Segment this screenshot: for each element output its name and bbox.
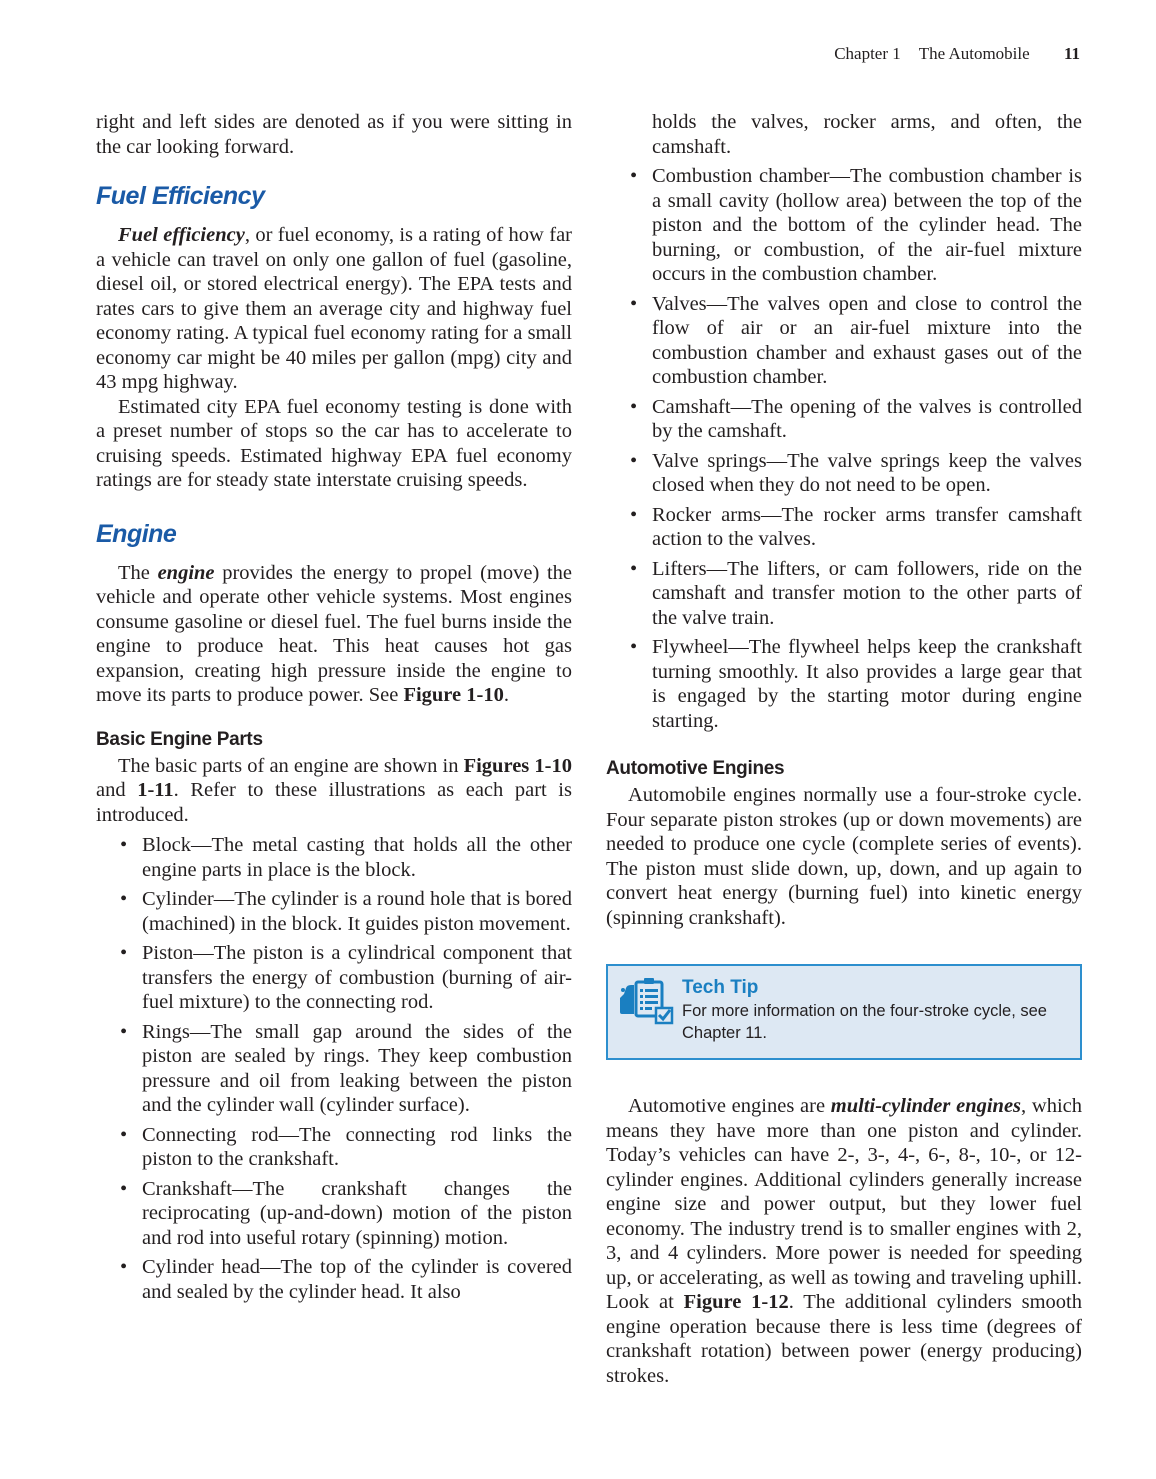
tech-tip-body: For more information on the four-stroke cycle, see Chapter 11. — [682, 1002, 1047, 1042]
list-item: • Rings—The small gap around the sides of the piston are sealed by rings. They keep combustion pressure and oil from leaking between the piston and the cylinder wall (cylinder surface). — [96, 1020, 572, 1118]
list-item: • Rocker arms—The rocker arms transfer camshaft action to the valves. — [606, 503, 1082, 552]
list-item: • Crankshaft—The crankshaft changes the reciprocating (up-and-down) motion of the piston and rod into useful rotary (spinning) motion. — [96, 1177, 572, 1251]
intro-continued: right and left sides are denoted as if you were sitting in the car looking forward. — [96, 111, 572, 158]
list-item: • Block—The metal casting that holds all the other engine parts in place is the block. — [96, 833, 572, 882]
tech-tip-title: Tech Tip — [682, 977, 759, 998]
list-item: • Cylinder—The cylinder is a round hole that is bored (machined) in the block. It guides piston movement. — [96, 887, 572, 936]
heading-fuel-efficiency: Fuel Efficiency — [96, 182, 265, 210]
bullet-continued: holds the valves, rocker arms, and often, the camshaft. — [652, 111, 1082, 158]
list-item: • Valve springs—The valve springs keep the valves closed when they do not need to be open. — [606, 449, 1082, 498]
page-number: 11 — [1063, 44, 1080, 63]
term-fuel-efficiency: Fuel efficiency — [118, 224, 245, 246]
right-column — [606, 110, 1082, 1388]
heading-automotive-engines: Automotive Engines — [606, 758, 785, 779]
list-item: • Cylinder head—The top of the cylinder is covered and sealed by the cylinder head. It also — [96, 1255, 572, 1304]
engine-paragraph: The engine provides the energy to propel (move) the vehicle and operate other vehicle systems. Most engines consume gasoline or diesel fuel. The fuel burns inside the engine to produce heat. This heat causes hot gas expansion, creating high pressure inside the engine to move its parts to produce power. See Figure 1-10. — [96, 561, 573, 706]
list-item: • Combustion chamber—The combustion chamber is a small cavity (hollow area) between the top of the piston and the bottom of the cylinder head. The burning, or combustion, of the air-fuel mixture occurs in the combustion chamber. — [606, 164, 1082, 287]
left-column — [96, 110, 572, 1309]
list-item: • Camshaft—The opening of the valves is controlled by the camshaft. — [606, 395, 1082, 444]
figure-ref-1-11: 1-11 — [137, 779, 174, 801]
engine-parts-list — [96, 833, 572, 1304]
chapter-title: The Automobile — [918, 44, 1030, 63]
running-head — [834, 44, 1080, 64]
figure-ref-1-10b: Figures 1-10 — [463, 754, 572, 777]
figure-ref-1-12: Figure 1-12 — [683, 1291, 789, 1313]
fuel-efficiency-paragraph-1: Fuel efficiency, or fuel economy, is a rating of how far a vehicle can travel on only one gallon of fuel (gasoline, diesel oil, or stored electrical energy). The EPA tests and rates cars to give them an average city and highway fuel economy rating. A typical fuel economy rating for a small economy car might be 40 miles per gallon (mpg) city and 43 mpg highway. — [96, 224, 572, 393]
heading-basic-engine-parts: Basic Engine Parts — [96, 728, 263, 750]
engine-parts-list-continued — [606, 164, 1082, 733]
term-multi-cylinder-engines: multi-cylinder engines — [830, 1095, 1022, 1117]
term-engine: engine — [157, 561, 215, 584]
list-item: • Piston—The piston is a cylindrical component that transfers the energy of combustion (burning of air-fuel mixture) to the connecting rod. — [96, 941, 572, 1015]
list-item: • Flywheel—The flywheel helps keep the crankshaft turning smoothly. It also provides a large gear that is engaged by the starting motor during engine starting. — [606, 635, 1082, 733]
car-clipboard-checklist-icon — [618, 976, 678, 1026]
list-item: • Lifters—The lifters, or cam followers, ride on the camshaft and transfer motion to the other parts of the valve train. — [606, 557, 1082, 631]
heading-engine: Engine — [96, 519, 177, 548]
automotive-engines-paragraph: Automobile engines normally use a four-stroke cycle. Four separate piston strokes (up or down movements) are needed to produce one cycle (complete series of events). The piston must slide down, up, down, and up again to convert heat energy (burning fuel) into kinetic energy (spinning crankshaft). — [606, 784, 1082, 929]
multi-cylinder-paragraph: Automotive engines are multi-cylinder engines, which means they have more than one piston and cylinder. Today’s vehicles can have 2-, 3-, 4-, 6-, 8-, 10-, or 12-cylinder engines. Additional cylinders generally increase engine size and power output, but they lower fuel economy. The industry trend is to smaller engines with 2, 3, and 4 cylinders. More power is needed for speeding up, or accelerating, as well as towing and traveling uphill. Look at Figure 1-12. The additional cylinders smooth engine operation because there is less time (degrees of crankshaft rotation) between power (energy producing) strokes. — [606, 1095, 1082, 1387]
tech-tip-box — [606, 964, 1082, 1060]
list-item: • Valves—The valves open and close to control the flow of air or an air-fuel mixture into the combustion chamber and exhaust gases out of the combustion chamber. — [606, 292, 1082, 390]
fuel-efficiency-paragraph-2: Estimated city EPA fuel economy testing is done with a preset number of stops so the car has to accelerate to cruising speeds. Estimated highway EPA fuel economy ratings are for steady state interstate cruising speeds. — [96, 395, 572, 491]
list-item: • Connecting rod—The connecting rod links the piston to the crankshaft. — [96, 1123, 572, 1172]
basic-parts-paragraph: The basic parts of an engine are shown in Figures 1-10 and 1-11. Refer to these illustrations as each part is introduced. — [96, 754, 572, 826]
figure-ref-1-10: Figure 1-10 — [403, 684, 504, 706]
chapter-label: Chapter 1 — [834, 44, 901, 63]
